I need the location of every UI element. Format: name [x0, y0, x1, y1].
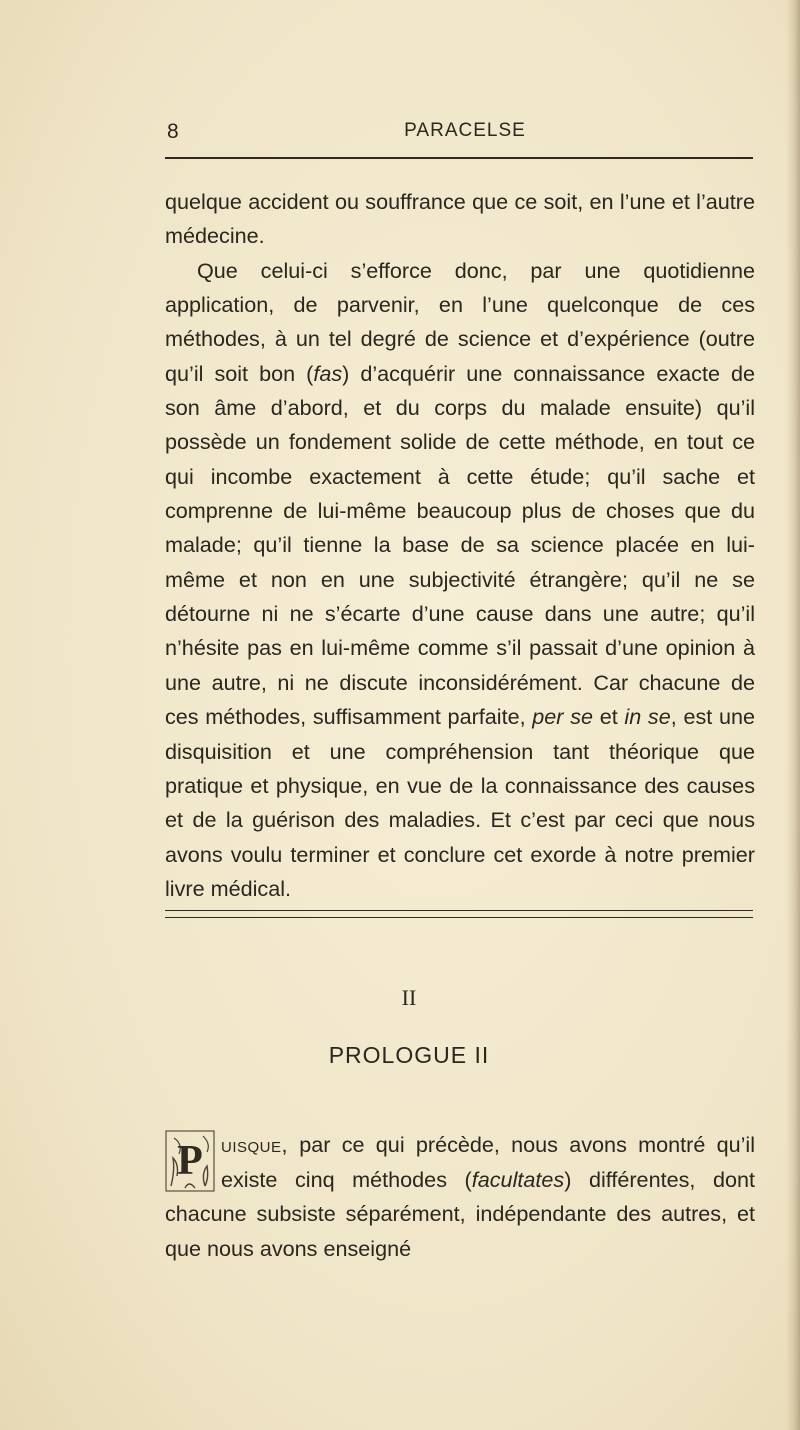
latin-term-facultates: facultates	[471, 1166, 565, 1192]
prologue-text	[165, 1128, 755, 1266]
paragraph-2-text-d: , est une disquisition et une compréhension tant théorique que pratique et physique, en vue de la connaissance des causes et de la guérison des maladies. Et c’est par ceci que nous avons voulu terminer et conclure cet exorde à notre premier livre médical.	[165, 704, 755, 901]
paragraph-1	[165, 185, 755, 254]
section-title: PROLOGUE II	[328, 1042, 490, 1068]
running-title: PARACELSE	[404, 120, 526, 141]
page-header	[165, 120, 755, 150]
page-number: 8	[167, 120, 180, 143]
latin-term-per-se: per se	[532, 704, 593, 730]
section-divider	[165, 910, 753, 918]
latin-term-in-se: in se	[624, 704, 671, 730]
paragraph-1-text: quelque accident ou souffrance que ce soit, en l’une et l’autre médecine.	[165, 189, 755, 249]
latin-term-fas: fas	[313, 360, 343, 386]
prologue-first-word: uisque,	[221, 1132, 289, 1157]
paragraph-2-text-a: Que celui-ci s’efforce donc, par une quotidienne application, de parvenir, en l’une quelconque de ces méthodes, à un tel degré de science et d’expérience (outre qu’il soit bon (	[165, 257, 755, 386]
prologue-text-a: par ce qui précède, nous avons montré qu’il existe cinq méthodes (	[221, 1132, 755, 1192]
paragraph-2-text-c: et	[593, 704, 625, 730]
body-text	[165, 185, 755, 906]
section-number: II	[401, 985, 417, 1010]
paragraph-2-text-b: ) d’acquérir une connaissance exacte de son âme d’abord, et du corps du malade ensuite) qu’il possède un fondement solide de cette méthode, en tout ce qui incombe exactement à cette étude; qu’il sache et comprenne de lui-même beaucoup plus de choses que du malade; qu’il tienne la base de sa science placée en lui-même et non en une subjectivité étrangère; qu’il ne se détourne ni ne s’écarte d’une cause dans une autre; qu’il n’hésite pas en lui-même comme s’il passait d’une opinion à une autre, ni ne discute inconsidérément. Car chacune de ces méthodes, suffisamment parfaite,	[165, 360, 756, 730]
page-edge-shadow	[786, 0, 800, 1430]
header-rule	[165, 157, 753, 159]
paragraph-2	[165, 254, 755, 907]
ornamental-dropcap-p	[165, 1130, 215, 1192]
dropcap-letter: P	[177, 1138, 203, 1184]
prologue-text-b: ) différentes, dont chacune subsiste séparément, indépendante des autres, et que nous avons enseigné	[165, 1166, 755, 1261]
